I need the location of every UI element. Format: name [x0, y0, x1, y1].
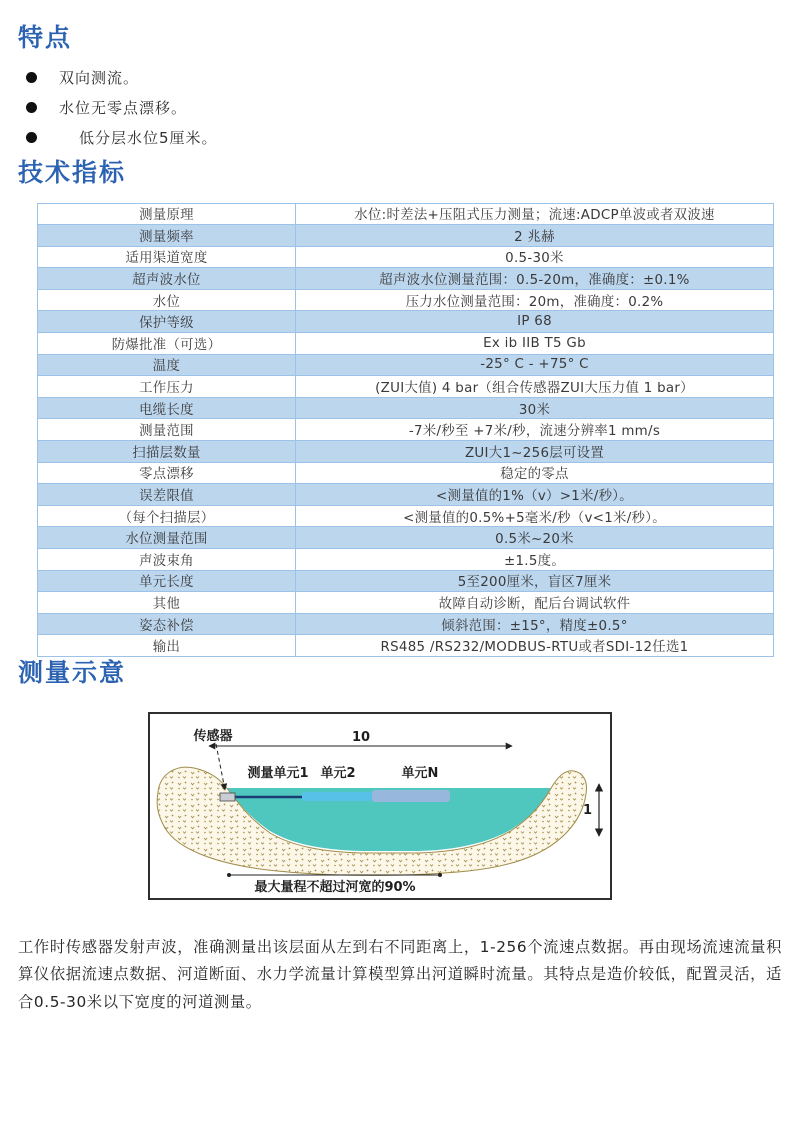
spec-value: Ex ib IIB T5 Gb [296, 333, 774, 355]
spec-row [38, 268, 774, 290]
bullet-icon [26, 132, 37, 143]
spec-row [38, 549, 774, 571]
spec-row [38, 225, 774, 247]
spec-row [38, 592, 774, 614]
measurement-diagram [148, 712, 612, 900]
spec-value: 水位:时差法+压阻式压力测量；流速:ADCP单波或者双波速 [296, 203, 774, 225]
working-principle-paragraph: 工作时传感器发射声波，准确测量出该层面从左到右不同距离上，1-256个流速点数据。再由现场流速流量积算仪依据流速点数据、河道断面、水力学流量计算模型算出河道瞬时流量。其特点是造价较低，配置灵活，适合0.5-30米以下宽度的河道测量。 [18, 938, 782, 1011]
spec-label: 其他 [38, 592, 296, 614]
spec-label: 水位 [38, 289, 296, 311]
specs-heading: 技术指标 [18, 158, 127, 188]
spec-label: 单元长度 [38, 570, 296, 592]
spec-row [38, 376, 774, 398]
spec-value: 倾斜范围：±15°，精度±0.5° [296, 613, 774, 635]
spec-label: 声波束角 [38, 549, 296, 571]
unit2-label: 单元2 [320, 766, 356, 782]
features-list [18, 67, 782, 148]
specs-table [37, 203, 774, 657]
spec-value: 故障自动诊断，配后台调试软件 [296, 592, 774, 614]
spec-row [38, 354, 774, 376]
depth-dimension-value: 1 [582, 803, 592, 819]
sensor-label: 传感器 [193, 729, 233, 745]
spec-label: 测量频率 [38, 225, 296, 247]
feature-item [18, 97, 782, 118]
spec-value: IP 68 [296, 311, 774, 333]
beam-segment-far [372, 790, 450, 802]
range-note-label: 最大量程不超过河宽的90% [254, 880, 416, 896]
spec-value: ZUI大1~256层可设置 [296, 441, 774, 463]
bullet-icon [26, 72, 37, 83]
width-dimension-value: 10 [351, 730, 371, 746]
sensor-box-icon [220, 793, 235, 801]
diagram-heading: 测量示意 [18, 657, 127, 687]
spec-label: 姿态补偿 [38, 613, 296, 635]
spec-row [38, 570, 774, 592]
spec-value: 2 兆赫 [296, 225, 774, 247]
spec-label: 温度 [38, 354, 296, 376]
feature-item [18, 67, 782, 88]
river-cross-section-figure [150, 714, 610, 898]
spec-row [38, 246, 774, 268]
spec-label: 防爆批准（可选） [38, 333, 296, 355]
spec-value: 压力水位测量范围：20m，准确度：0.2% [296, 289, 774, 311]
spec-value: RS485 /RS232/MODBUS-RTU或者SDI-12任选1 [296, 635, 774, 657]
range-endpoint-dot [438, 873, 442, 877]
spec-value: 0.5米~20米 [296, 527, 774, 549]
spec-row [38, 311, 774, 333]
spec-value: 30米 [296, 397, 774, 419]
specs-table-body [38, 203, 774, 656]
range-endpoint-dot [227, 873, 231, 877]
spec-label: 零点漂移 [38, 462, 296, 484]
spec-value: <测量值的1%（v）>1米/秒）。 [296, 484, 774, 506]
spec-label: 电缆长度 [38, 397, 296, 419]
spec-row [38, 527, 774, 549]
feature-text: 水位无零点漂移。 [59, 99, 188, 118]
spec-value: 超声波水位测量范围：0.5-20m，准确度：±0.1% [296, 268, 774, 290]
spec-value: -25° C - +75° C [296, 354, 774, 376]
spec-value: ±1.5度。 [296, 549, 774, 571]
spec-row [38, 203, 774, 225]
spec-row [38, 289, 774, 311]
spec-label: 扫描层数量 [38, 441, 296, 463]
spec-label: 测量范围 [38, 419, 296, 441]
spec-row [38, 484, 774, 506]
spec-value: (ZUI大值) 4 bar（组合传感器ZUI大压力值 1 bar） [296, 376, 774, 398]
spec-label: 适用渠道宽度 [38, 246, 296, 268]
spec-row [38, 635, 774, 657]
spec-row [38, 333, 774, 355]
spec-row [38, 441, 774, 463]
feature-text: 低分层水位5厘米。 [79, 129, 218, 148]
spec-label: 误差限值 [38, 484, 296, 506]
feature-item [18, 127, 782, 148]
spec-row [38, 613, 774, 635]
spec-label: 水位测量范围 [38, 527, 296, 549]
spec-label: 工作压力 [38, 376, 296, 398]
spec-value: 0.5-30米 [296, 246, 774, 268]
unit1-label: 测量单元1 [247, 766, 309, 782]
spec-row [38, 397, 774, 419]
unitN-label: 单元N [401, 766, 439, 782]
spec-row [38, 419, 774, 441]
spec-row [38, 462, 774, 484]
spec-value: 稳定的零点 [296, 462, 774, 484]
features-heading: 特点 [18, 23, 73, 52]
spec-label: 输出 [38, 635, 296, 657]
spec-value: <测量值的0.5%+5毫米/秒（v<1米/秒）。 [296, 505, 774, 527]
spec-label: （每个扫描层） [38, 505, 296, 527]
spec-value: -7米/秒至 +7米/秒，流速分辨率1 mm/s [296, 419, 774, 441]
feature-text: 双向测流。 [59, 69, 140, 88]
spec-label: 超声波水位 [38, 268, 296, 290]
spec-row [38, 505, 774, 527]
spec-label: 测量原理 [38, 203, 296, 225]
spec-label: 保护等级 [38, 311, 296, 333]
spec-value: 5至200厘米，盲区7厘米 [296, 570, 774, 592]
bullet-icon [26, 102, 37, 113]
beam-segment-mid [302, 792, 372, 801]
